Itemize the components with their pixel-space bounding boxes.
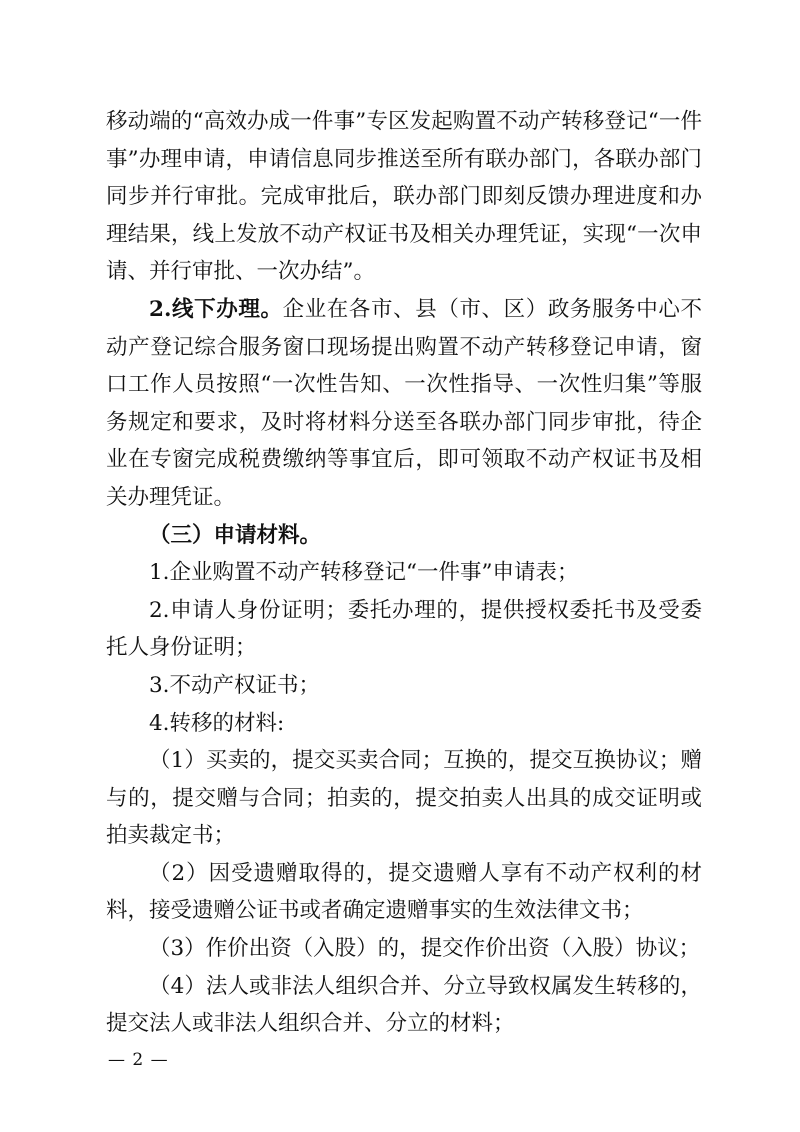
material-item-1: 1.企业购置不动产转移登记“一件事”申请表； (149, 560, 579, 586)
transfer-material-2: （2）因受遗赠取得的，提交遗赠人享有不动产权利的材料，接受遗赠公证书或者确定遗赠事实的生效法律文书； (106, 860, 702, 924)
material-item-3: 3.不动产权证书； (149, 672, 321, 698)
offline-heading: 2.线下办理。 (149, 296, 283, 322)
offline-body: 企业在各市、县（市、区）政务服务中心不动产登记综合服务窗口现场提出购置不动产转移登记申请，窗口工作人员按照“一次性告知、一次性指导、一次性归集”等服务规定和要求，及时将材料分送至各联办部门同步审批，待企业在专窗完成税费缴纳等事宜后，即可领取不动产权证书及相关办理凭证。 (106, 296, 702, 510)
transfer-material-3: （3）作价出资（入股）的，提交作价出资（入股）协议； (149, 936, 701, 962)
transfer-material-4: （4）法人或非法人组织合并、分立导致权属发生转移的，提交法人或非法人组织合并、分立的材料； (106, 973, 702, 1037)
page-number: — 2 — (108, 1050, 169, 1070)
transfer-material-1: （1）买卖的，提交买卖合同；互换的，提交互换协议；赠与的，提交赠与合同；拍卖的，提交拍卖人出具的成交证明或拍卖裁定书； (106, 748, 702, 849)
material-item-4: 4.转移的材料: (149, 710, 285, 736)
section-heading-materials: （三）申请材料。 (149, 522, 322, 548)
material-item-2: 2.申请人身份证明；委托办理的，提供授权委托书及受委托人身份证明； (106, 597, 702, 661)
document-body (106, 103, 702, 1043)
paragraph-offline (106, 291, 702, 517)
paragraph-online-continued: 移动端的“高效办成一件事”专区发起购置不动产转移登记“一件事”办理申请，申请信息同步推送至所有联办部门，各联办部门同步并行审批。完成审批后，联办部门即刻反馈办理进度和办理结果，线上发放不动产权证书及相关办理凭证，实现“一次申请、并行审批、一次办结”。 (106, 109, 702, 285)
